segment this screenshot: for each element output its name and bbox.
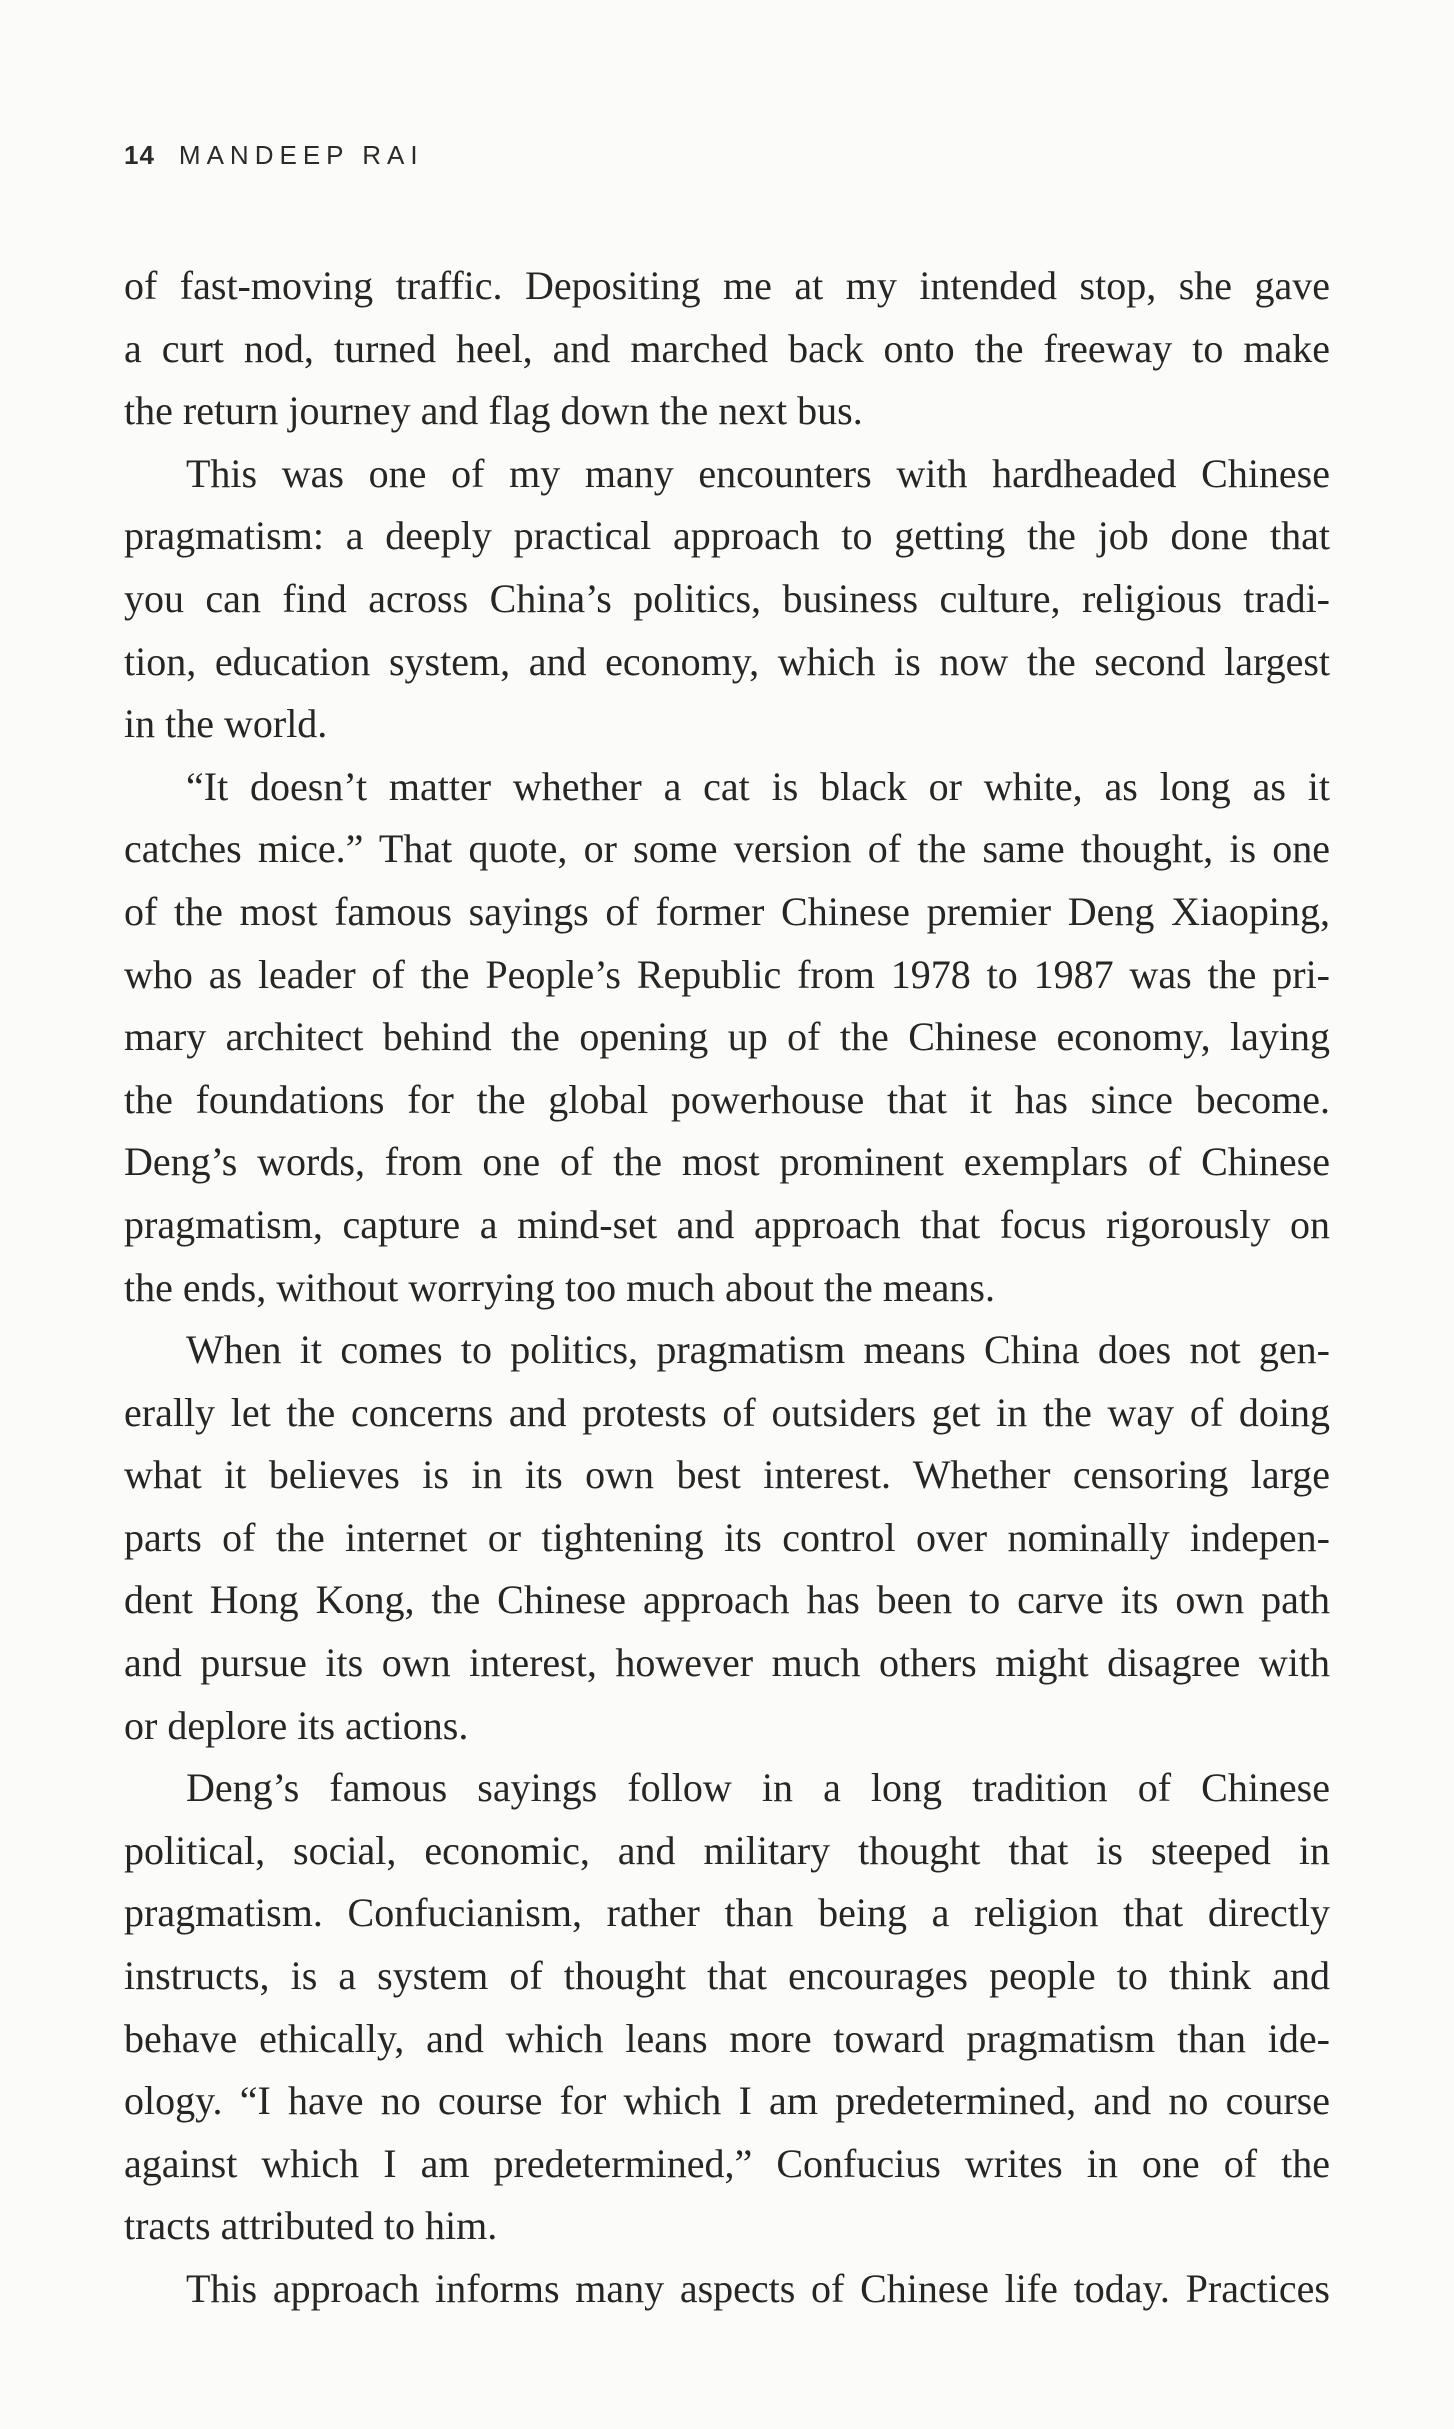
text-line: pragmatism. Confucianism, rather than being a religion that directly [124, 1890, 1330, 1936]
text-line: against which I am predetermined,” Confucius writes in one of the [124, 2140, 1330, 2186]
page-number: 14 [124, 140, 155, 170]
text-line: you can find across China’s politics, business culture, religious tradi- [124, 575, 1330, 621]
text-line: “It doesn’t matter whether a cat is black or white, as long as it [186, 763, 1330, 809]
running-head-author: MANDEEP RAI [178, 140, 424, 170]
text-line: Deng’s words, from one of the most prominent exemplars of Chinese [124, 1139, 1330, 1185]
paragraph [124, 1757, 1330, 2258]
paragraph [124, 1319, 1330, 1757]
text-line: Deng’s famous sayings follow in a long tradition of Chinese [186, 1765, 1330, 1811]
text-line: in the world. [124, 701, 328, 747]
running-header [124, 140, 424, 170]
paragraph [124, 2258, 1330, 2321]
text-line: catches mice.” That quote, or some version of the same thought, is one [124, 826, 1330, 872]
text-line: the return journey and flag down the next bus. [124, 388, 863, 434]
text-line: When it comes to politics, pragmatism means China does not gen- [186, 1327, 1330, 1373]
text-line: instructs, is a system of thought that encourages people to think and [124, 1953, 1330, 1999]
text-line: who as leader of the People’s Republic from 1978 to 1987 was the pri- [124, 951, 1330, 997]
text-line: parts of the internet or tightening its control over nominally indepen- [124, 1514, 1330, 1560]
text-line: This was one of my many encounters with hardheaded Chinese [186, 450, 1330, 496]
text-line: erally let the concerns and protests of outsiders get in the way of doing [124, 1389, 1330, 1435]
text-line: dent Hong Kong, the Chinese approach has been to carve its own path [124, 1577, 1330, 1623]
text-line: of fast-moving traffic. Depositing me at my intended stop, she gave [124, 263, 1330, 308]
text-line: or deplore its actions. [124, 1702, 469, 1748]
text-line: mary architect behind the opening up of the Chinese economy, laying [124, 1014, 1330, 1060]
text-line: the ends, without worrying too much about the means. [124, 1264, 995, 1310]
paragraph [124, 443, 1330, 756]
text-line: of the most famous sayings of former Chinese premier Deng Xiaoping, [124, 888, 1330, 934]
text-line: behave ethically, and which leans more toward pragmatism than ide- [124, 2015, 1330, 2061]
text-line: pragmatism: a deeply practical approach to getting the job done that [124, 513, 1330, 559]
text-line: and pursue its own interest, however much others might disagree with [124, 1640, 1330, 1686]
text-line: what it believes is in its own best interest. Whether censoring large [124, 1452, 1330, 1498]
text-line: tracts attributed to him. [124, 2203, 498, 2249]
text-line: ology. “I have no course for which I am predetermined, and no course [124, 2078, 1330, 2124]
text-line: political, social, economic, and military thought that is steeped in [124, 1827, 1330, 1873]
text-line: the foundations for the global powerhouse that it has since become. [124, 1076, 1330, 1122]
text-line: a curt nod, turned heel, and marched back onto the freeway to make [124, 325, 1330, 371]
text-line: tion, education system, and economy, which is now the second largest [124, 638, 1330, 684]
text-line: pragmatism, capture a mind-set and approach that focus rigorously on [124, 1201, 1330, 1247]
text-line: This approach informs many aspects of Chinese life today. Practices [186, 2266, 1330, 2311]
body-text [124, 255, 1330, 2321]
paragraph [124, 756, 1330, 1319]
paragraph [124, 255, 1330, 443]
